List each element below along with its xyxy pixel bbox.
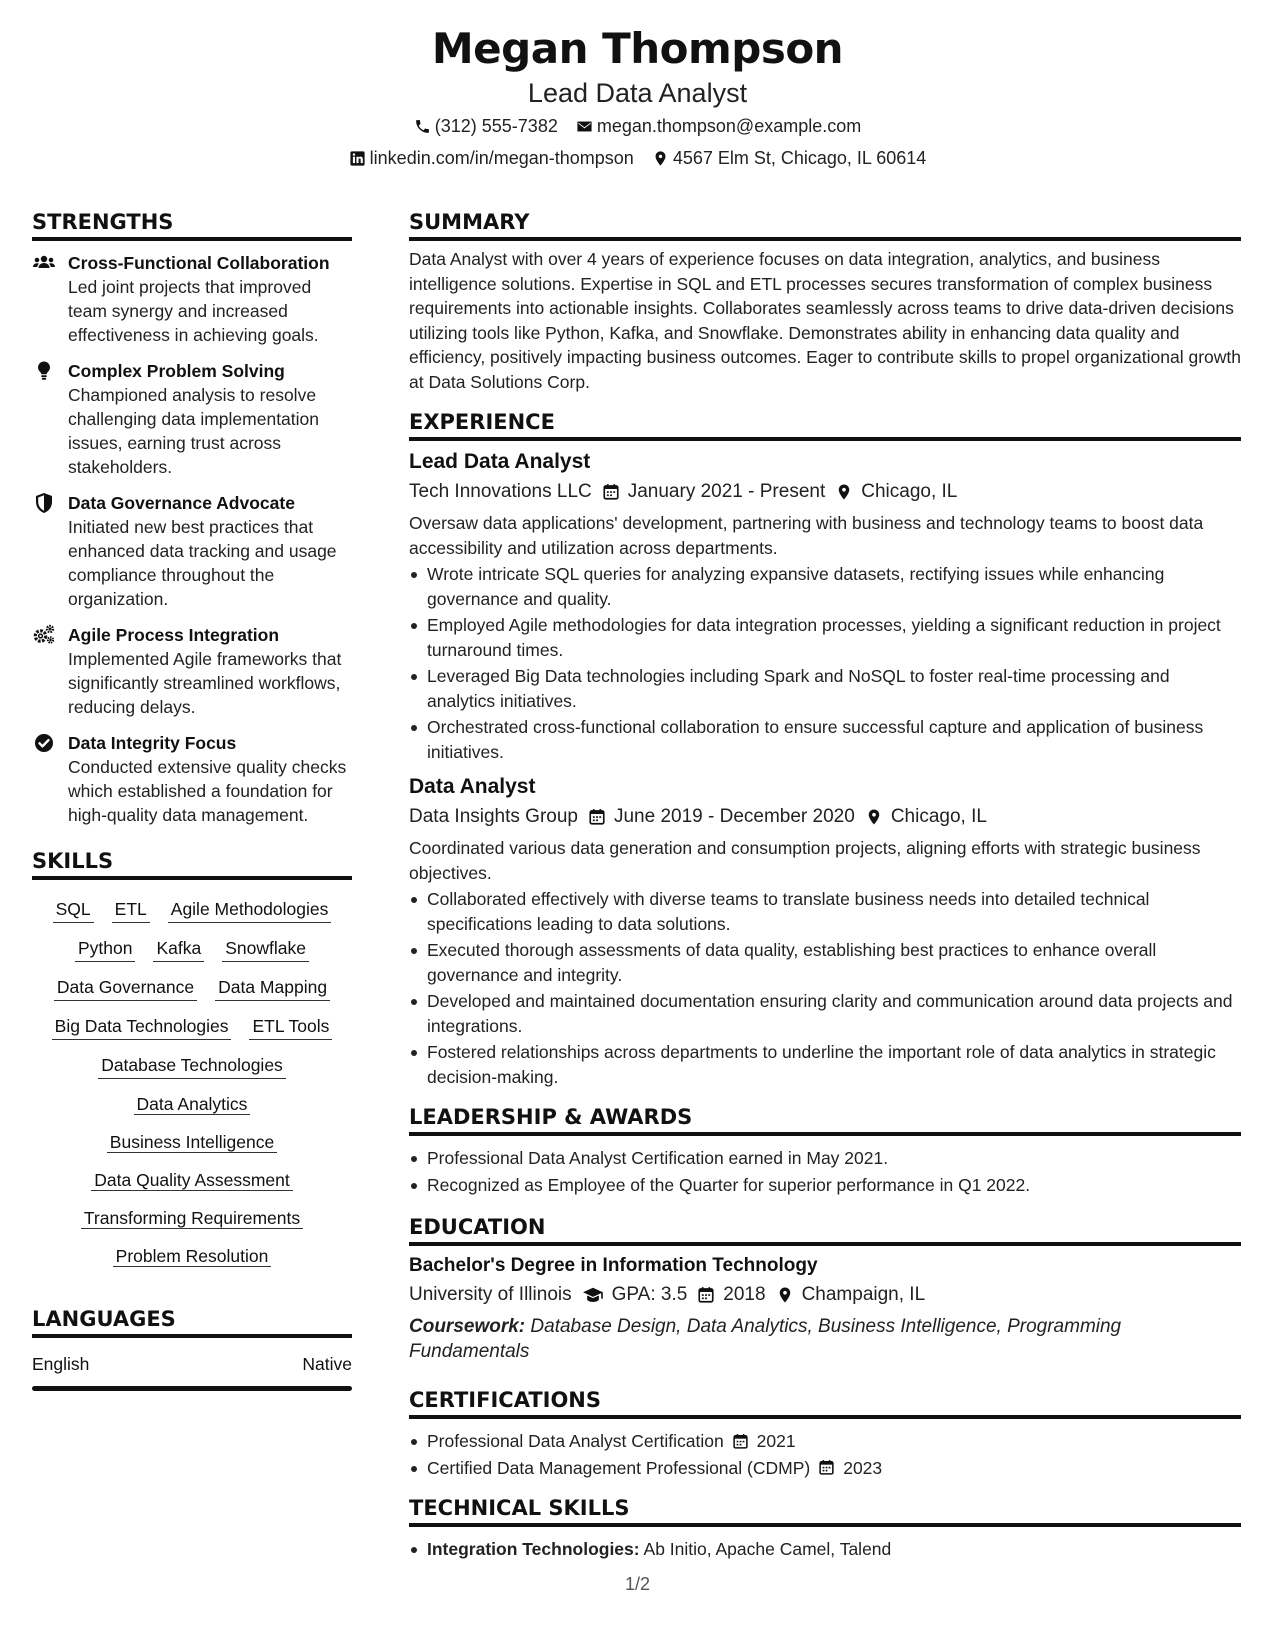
job-dates-text: June 2019 - December 2020	[613, 806, 855, 827]
job-desc: Coordinated various data generation and consumption projects, aligning efforts with strategic business objectives.	[409, 838, 1201, 883]
contact-linkedin[interactable]	[349, 142, 634, 174]
education-year	[697, 1280, 765, 1310]
job-bullets	[409, 562, 1241, 764]
graduation-cap-icon	[582, 1285, 604, 1305]
strength-item	[32, 359, 352, 479]
skill-tag: SQL	[53, 896, 94, 923]
coursework-text: Database Design, Data Analytics, Business Intelligence, Programming Fundamentals	[409, 1316, 1122, 1362]
calendar-icon	[602, 483, 620, 501]
summary-text: Data Analyst with over 4 years of experience focuses on data integration, analytics, and business intelligence solutions. Expertise in SQL and ETL processes secures transformation of complex business requirements into actionable insights. Collaborates seamlessly across teams to drive data-driven decisions utilizing tools like Python, Kafka, and Snowflake. Demonstrates ability in enhancing data quality and efficiency, positively impacting business outcomes. Eager to contribute skills to propel organizational growth at Data Solutions Corp.	[409, 249, 1242, 392]
list-item: Leveraged Big Data technologies including Spark and NoSQL to foster real-time processing and analytics initiatives.	[409, 664, 1241, 713]
phone-icon	[414, 118, 431, 135]
tech-skill-label: Integration Technologies:	[427, 1539, 640, 1559]
language-level: Native	[302, 1354, 352, 1374]
address-text: 4567 Elm St, Chicago, IL 60614	[672, 148, 927, 168]
strength-desc: Conducted extensive quality checks which established a foundation for high-quality data management.	[68, 757, 347, 825]
skill-tag: ETL Tools	[249, 1013, 332, 1040]
skill-tag: Data Governance	[54, 974, 197, 1001]
skill-tag: Database Technologies	[98, 1052, 286, 1079]
job-meta	[409, 477, 1241, 507]
list-item: Executed thorough assessments of data quality, establishing best practices to enhance overall governance and integrity.	[409, 938, 1241, 987]
skill-tag: ETL	[112, 896, 150, 923]
certifications-heading: CERTIFICATIONS	[409, 1386, 1241, 1419]
list-item: Developed and maintained documentation ensuring clarity and communication around data projects and integrations.	[409, 989, 1241, 1038]
envelope-icon	[576, 118, 593, 135]
education-year-text: 2018	[723, 1284, 766, 1305]
check-circle-icon	[32, 731, 56, 755]
contact-email[interactable]	[576, 110, 861, 142]
education-heading: EDUCATION	[409, 1213, 1241, 1246]
list-item	[409, 1456, 1241, 1481]
job-entry	[409, 447, 1241, 764]
job-dates	[588, 802, 855, 832]
skill-tag: Data Mapping	[215, 974, 330, 1001]
users-icon	[32, 251, 56, 275]
language-level-bar	[32, 1386, 352, 1391]
skill-tag: Snowflake	[222, 935, 309, 962]
skill-tag: Business Intelligence	[107, 1132, 277, 1153]
skill-tag: Data Analytics	[134, 1094, 251, 1115]
linkedin-link[interactable]: linkedin.com/in/megan-thompson	[369, 148, 634, 168]
contact-phone	[414, 110, 558, 142]
resume-header	[0, 22, 1275, 174]
list-item: Fostered relationships across departments to underline the important role of data analytics in strategic decision-making.	[409, 1040, 1241, 1089]
phone-text: (312) 555-7382	[434, 116, 558, 136]
list-item	[409, 1429, 1241, 1454]
lightbulb-icon	[32, 359, 56, 383]
cert-year: 2023	[843, 1457, 883, 1478]
list-item	[409, 1537, 1241, 1562]
contact-address	[652, 142, 927, 174]
job-location	[865, 802, 987, 832]
linkedin-icon	[349, 150, 366, 167]
education-degree: Bachelor's Degree in Information Technology	[409, 1255, 818, 1276]
skill-tag: Problem Resolution	[113, 1246, 272, 1267]
job-company: Tech Innovations LLC	[409, 481, 592, 502]
certifications-list	[409, 1429, 1241, 1480]
map-pin-icon	[776, 1286, 794, 1304]
list-item: Collaborated effectively with diverse teams to translate business needs into detailed technical specifications leading to data solutions.	[409, 887, 1241, 936]
leadership-heading: LEADERSHIP & AWARDS	[409, 1103, 1241, 1136]
job-title: Data Analyst	[409, 775, 536, 798]
skills-heading: SKILLS	[32, 847, 352, 880]
map-pin-icon	[865, 808, 883, 826]
skill-tag: Python	[75, 935, 135, 962]
languages-heading: LANGUAGES	[32, 1305, 352, 1338]
strengths-heading: STRENGTHS	[32, 208, 352, 241]
job-bullets	[409, 887, 1241, 1089]
job-dates	[602, 477, 826, 507]
contact-line-1	[0, 110, 1275, 142]
language-name: English	[32, 1354, 90, 1374]
strength-desc: Led joint projects that improved team synergy and increased effectiveness in achieving goals.	[68, 277, 319, 345]
list-item: Recognized as Employee of the Quarter for superior performance in Q1 2022.	[409, 1173, 1241, 1198]
education-location	[776, 1280, 926, 1310]
page-number: 1/2	[624, 1574, 651, 1594]
education-school: University of Illinois	[409, 1284, 572, 1305]
strength-title: Agile Process Integration	[68, 625, 280, 645]
contact-line-2	[0, 142, 1275, 174]
calendar-icon	[588, 808, 606, 826]
gears-icon	[32, 623, 56, 647]
list-item: Orchestrated cross-functional collaboration to ensure successful capture and application of business initiatives.	[409, 715, 1241, 764]
strength-item	[32, 491, 352, 611]
strength-title: Data Integrity Focus	[68, 733, 237, 753]
cert-name: Professional Data Analyst Certification	[427, 1431, 724, 1451]
language-row	[32, 1352, 352, 1376]
strength-item	[32, 623, 352, 719]
education-coursework	[409, 1314, 1241, 1364]
list-item: Wrote intricate SQL queries for analyzing expansive datasets, rectifying issues while enhancing governance and quality.	[409, 562, 1241, 611]
job-company: Data Insights Group	[409, 806, 578, 827]
job-location	[835, 477, 957, 507]
candidate-role: Lead Data Analyst	[527, 78, 748, 108]
skill-tag	[42, 1091, 342, 1117]
skill-tag: Data Quality Assessment	[91, 1170, 293, 1191]
skill-tag	[42, 1205, 342, 1231]
education-gpa	[582, 1280, 688, 1310]
strength-title: Cross-Functional Collaboration	[68, 253, 330, 273]
strength-desc: Implemented Agile frameworks that significantly streamlined workflows, reducing delays.	[68, 649, 342, 717]
skill-tag	[42, 1167, 342, 1193]
strength-title: Complex Problem Solving	[68, 361, 285, 381]
calendar-icon	[697, 1286, 715, 1304]
left-column	[32, 208, 352, 1391]
email-link[interactable]: megan.thompson@example.com	[596, 116, 862, 136]
summary-heading: SUMMARY	[409, 208, 1241, 241]
cert-year: 2021	[756, 1431, 796, 1451]
map-pin-icon	[652, 150, 669, 167]
strength-desc: Championed analysis to resolve challenging data implementation issues, earning trust across stakeholders.	[68, 385, 319, 477]
job-desc: Oversaw data applications' development, partnering with business and technology teams to boost data accessibility and utilization across departments.	[409, 513, 1204, 558]
job-location-text: Chicago, IL	[890, 806, 987, 827]
shield-icon	[32, 491, 56, 515]
job-dates-text: January 2021 - Present	[627, 481, 826, 502]
strength-item	[32, 251, 352, 347]
coursework-label: Coursework:	[409, 1316, 526, 1337]
right-column	[409, 208, 1241, 1564]
education-gpa-text: GPA: 3.5	[611, 1284, 688, 1305]
job-meta	[409, 802, 1241, 832]
job-entry	[409, 772, 1241, 1089]
cert-name: Certified Data Management Professional (CDMP)	[427, 1457, 811, 1478]
strength-item	[32, 731, 352, 827]
list-item: Professional Data Analyst Certification earned in May 2021.	[409, 1146, 1241, 1171]
skill-tag: Kafka	[153, 935, 204, 962]
skill-tag: Big Data Technologies	[52, 1013, 232, 1040]
experience-heading: EXPERIENCE	[409, 408, 1241, 441]
map-pin-icon	[835, 483, 853, 501]
skill-tag: Transforming Requirements	[81, 1208, 303, 1229]
calendar-icon	[732, 1433, 749, 1450]
technical-skills-heading: TECHNICAL SKILLS	[409, 1494, 1241, 1527]
tech-skill-value: Ab Initio, Apache Camel, Talend	[643, 1539, 892, 1559]
strength-title: Data Governance Advocate	[68, 493, 295, 513]
job-title: Lead Data Analyst	[409, 450, 591, 473]
skill-tag	[42, 1129, 342, 1155]
education-meta	[409, 1280, 1241, 1310]
technical-skills-list	[409, 1537, 1241, 1562]
strength-desc: Initiated new best practices that enhanced data tracking and usage compliance throughout the organization.	[68, 517, 337, 609]
candidate-name: Megan Thompson	[431, 24, 844, 73]
leadership-list	[409, 1146, 1241, 1197]
skills-list	[32, 890, 352, 1269]
skill-tag: Agile Methodologies	[168, 896, 332, 923]
list-item: Employed Agile methodologies for data integration processes, yielding a significant reduction in project turnaround times.	[409, 613, 1241, 662]
education-location-text: Champaign, IL	[801, 1284, 926, 1305]
skill-tag	[42, 1243, 342, 1269]
calendar-icon	[818, 1459, 835, 1476]
job-location-text: Chicago, IL	[861, 481, 958, 502]
